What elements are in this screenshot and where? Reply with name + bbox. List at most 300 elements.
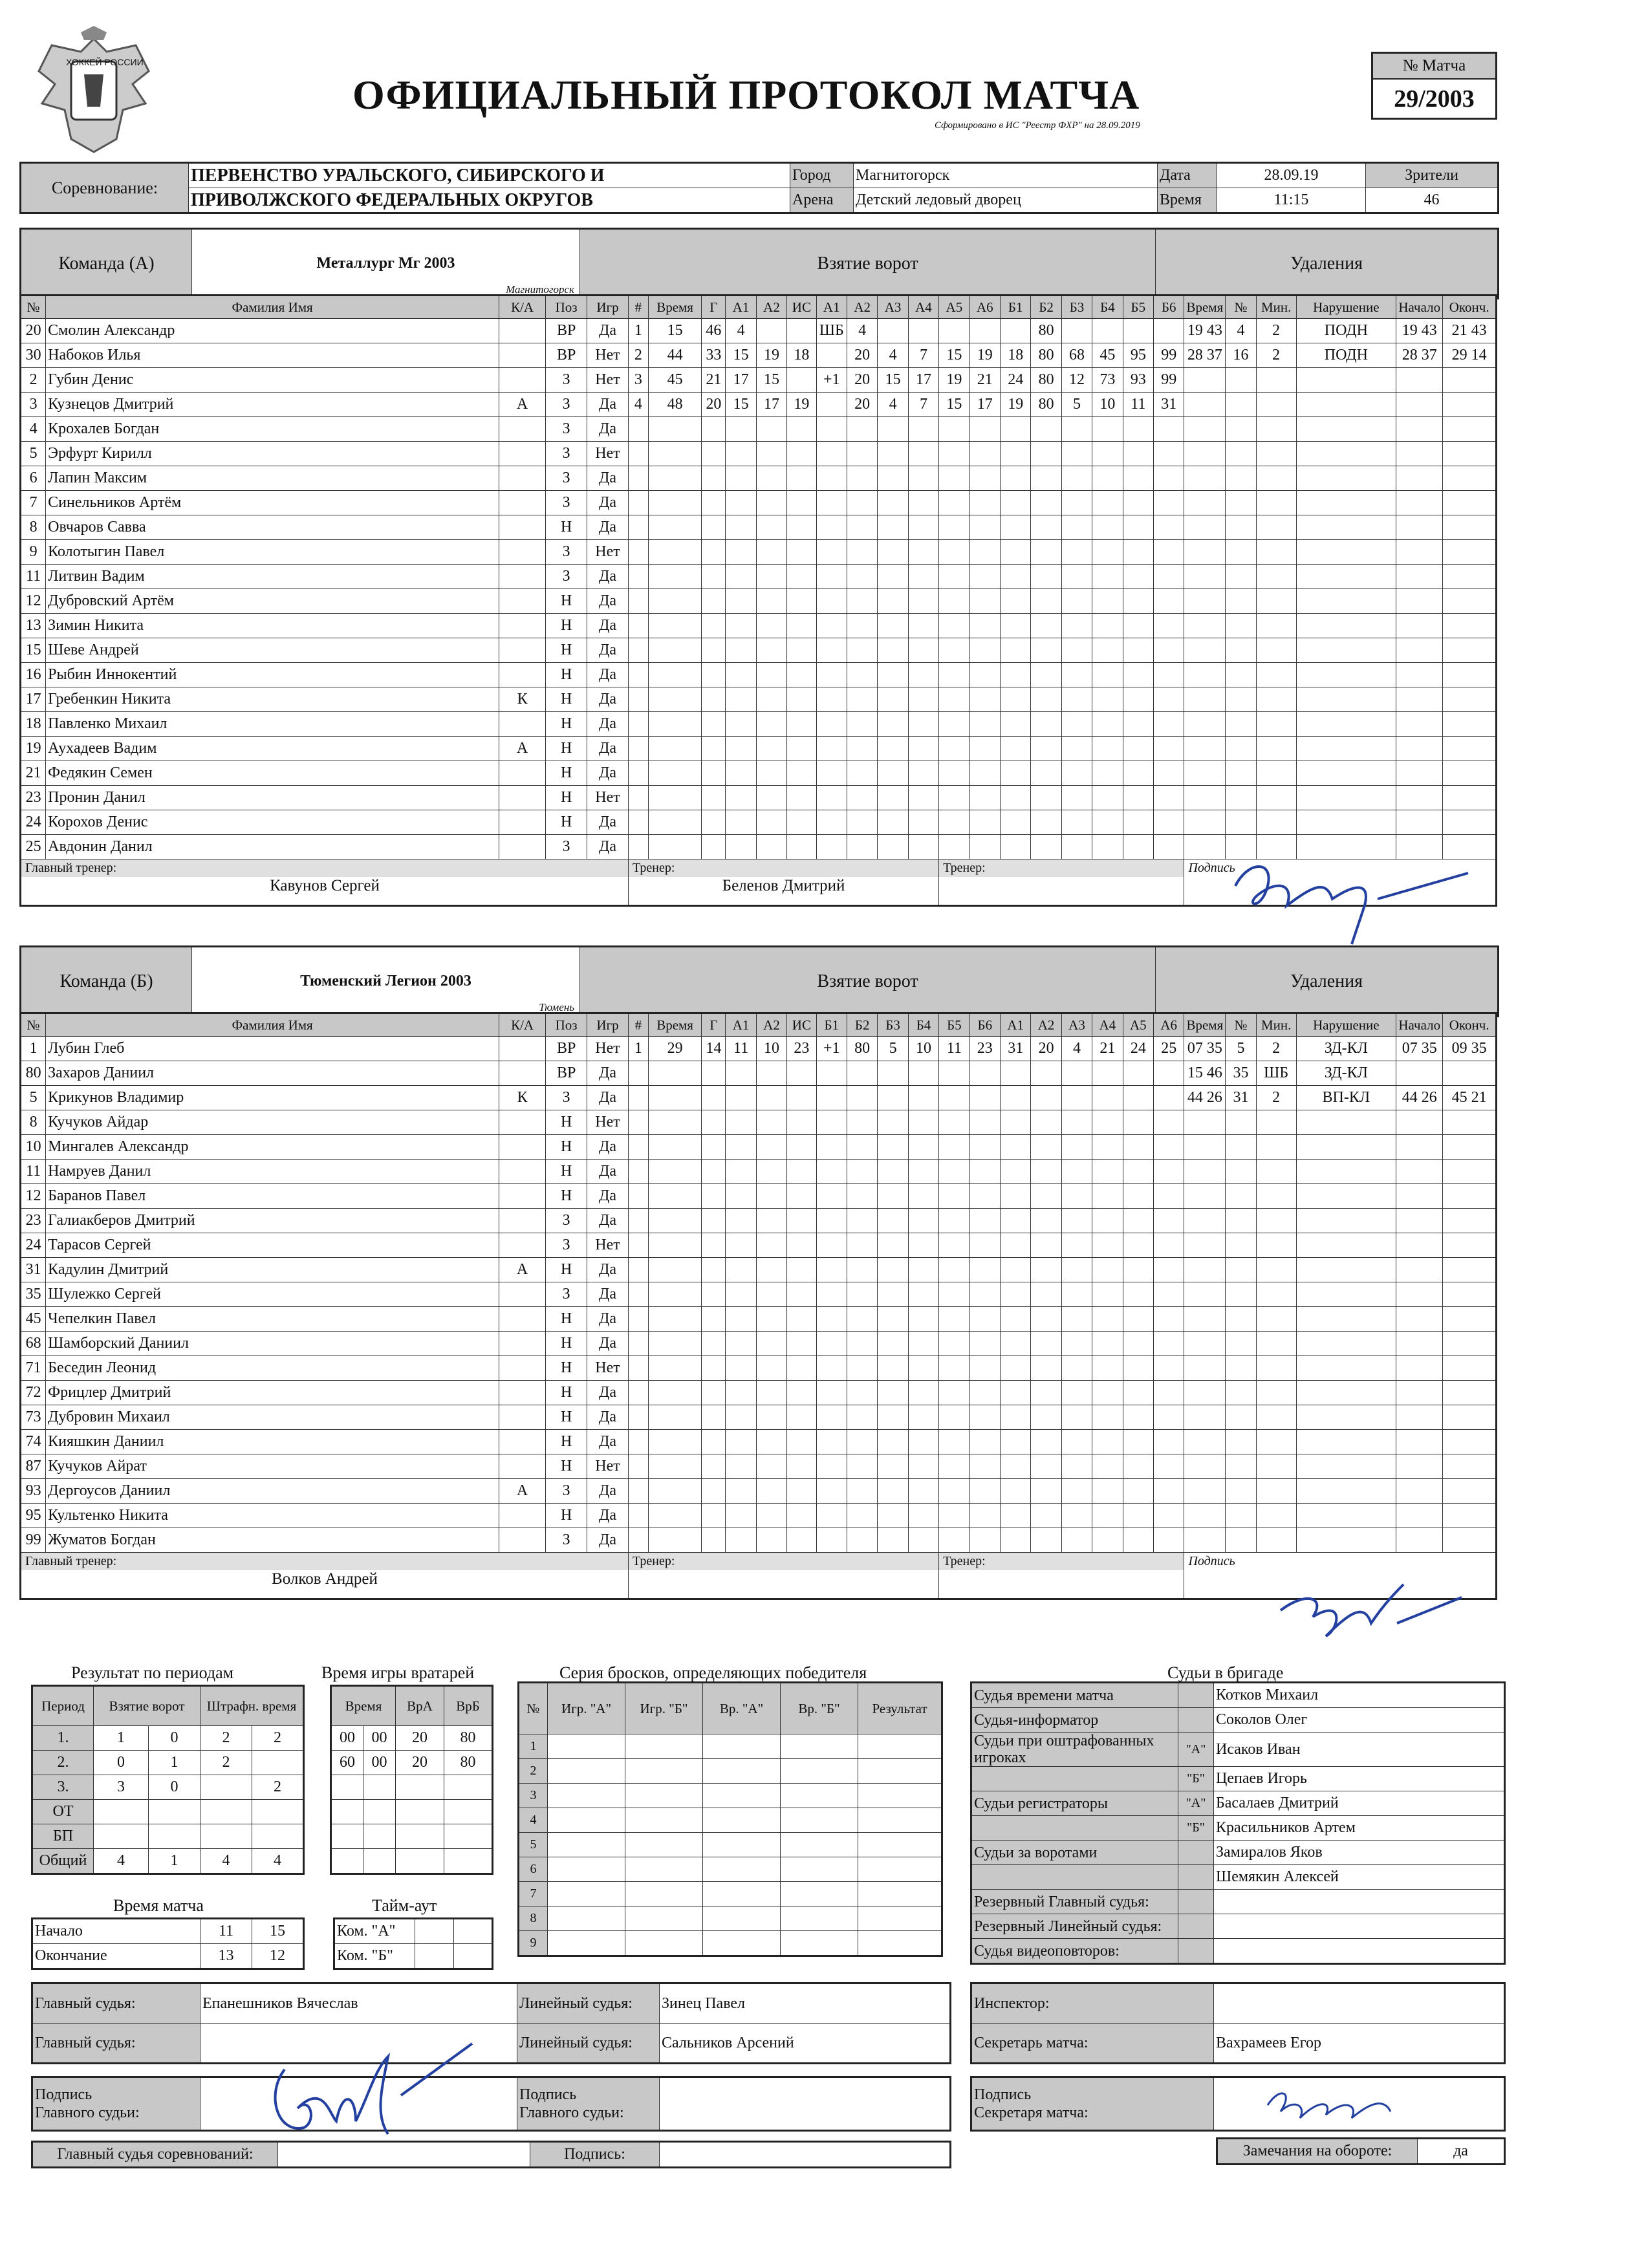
table-cell [1031, 1160, 1061, 1184]
table-cell [816, 1430, 847, 1454]
table-cell [149, 1824, 200, 1849]
table-cell [1061, 1233, 1092, 1258]
table-cell [648, 614, 701, 638]
table-cell [1123, 737, 1153, 761]
table-cell [756, 1381, 786, 1405]
table-cell: 11 [21, 1160, 46, 1184]
table-cell [1123, 442, 1153, 466]
table-cell [1001, 1479, 1031, 1504]
table-cell: Шамборский Даниил [46, 1332, 499, 1356]
timeout-table [333, 1917, 493, 1970]
table-cell [1256, 1233, 1296, 1258]
table-cell: 28.09.19 [1217, 163, 1366, 188]
table-row [21, 1405, 1497, 1430]
table-cell [1154, 1160, 1184, 1184]
table-cell [787, 466, 816, 491]
table-cell: 19 43 [1184, 319, 1226, 343]
table-cell [1443, 1381, 1497, 1405]
table-cell [787, 1233, 816, 1258]
table-cell [816, 737, 847, 761]
table-cell [816, 687, 847, 712]
table-cell [847, 1479, 877, 1504]
table-cell [1443, 442, 1497, 466]
table-cell [1256, 737, 1296, 761]
table-cell [454, 1944, 493, 1969]
table-cell: 72 [21, 1381, 46, 1405]
table-row [32, 1800, 304, 1824]
table-cell [1184, 835, 1226, 859]
table-cell [702, 1282, 726, 1307]
table-cell [726, 835, 756, 859]
table-cell [1061, 614, 1092, 638]
table-cell: Ком. "А" [334, 1919, 415, 1944]
table-row [21, 319, 1497, 343]
table-cell [939, 589, 969, 614]
table-cell: "А" [1178, 1733, 1214, 1767]
table-cell: 35 [21, 1282, 46, 1307]
table-cell [1031, 1356, 1061, 1381]
table-cell [702, 810, 726, 835]
table-cell [1256, 638, 1296, 663]
table-cell [1226, 1110, 1256, 1135]
table-cell [1226, 1479, 1256, 1504]
table-cell [1001, 1233, 1031, 1258]
table-row [971, 1865, 1505, 1890]
table-cell [1061, 540, 1092, 565]
table-cell [939, 810, 969, 835]
table-cell [1184, 442, 1226, 466]
table-cell: 6 [21, 466, 46, 491]
table-cell [1256, 1184, 1296, 1209]
table-cell [1443, 1307, 1497, 1332]
table-cell: Общий [32, 1849, 94, 1874]
table-cell: Поз [546, 296, 587, 319]
table-cell [726, 1430, 756, 1454]
table-cell [756, 737, 786, 761]
table-row [519, 1931, 942, 1956]
table-cell [1154, 1135, 1184, 1160]
table-cell: Аухадеев Вадим [46, 737, 499, 761]
table-cell [787, 540, 816, 565]
table-cell [847, 442, 877, 466]
table-cell [1001, 1454, 1031, 1479]
table-cell: Б3 [1061, 296, 1092, 319]
table-cell [726, 737, 756, 761]
periods-table [31, 1685, 305, 1875]
table-cell [1001, 687, 1031, 712]
table-cell [756, 1061, 786, 1086]
table-cell [1226, 515, 1256, 540]
table-cell [756, 491, 786, 515]
table-cell: 23 [21, 1209, 46, 1233]
table-cell [648, 786, 701, 810]
table-cell [1123, 1356, 1153, 1381]
table-cell: Подпись Главного судьи: [517, 2077, 660, 2131]
table-cell [756, 614, 786, 638]
table-cell [1443, 1258, 1497, 1282]
table-cell: 33 [702, 343, 726, 368]
table-cell [1154, 491, 1184, 515]
table-cell [781, 1808, 858, 1833]
table-cell [1123, 1381, 1153, 1405]
table-cell [1184, 1233, 1226, 1258]
table-cell [756, 1479, 786, 1504]
table-cell [1184, 1282, 1226, 1307]
table-cell [726, 1184, 756, 1209]
table-cell [1396, 1184, 1443, 1209]
table-cell [702, 1086, 726, 1110]
table-cell [1443, 1430, 1497, 1454]
table-cell: А1 [816, 296, 847, 319]
table-cell [816, 417, 847, 442]
table-cell [939, 319, 969, 343]
table-cell: Судья-информатор [971, 1708, 1178, 1733]
table-cell: 3 [94, 1775, 149, 1800]
table-cell [628, 417, 648, 442]
table-cell [969, 417, 1000, 442]
table-cell: 80 [1031, 368, 1061, 393]
table-cell [908, 1479, 938, 1504]
table-cell [1061, 1528, 1092, 1553]
table-cell [628, 712, 648, 737]
table-cell [1443, 1454, 1497, 1479]
table-cell: 15 [939, 393, 969, 417]
referees-title: Судьи в бригаде [1167, 1663, 1284, 1682]
table-cell [499, 835, 546, 859]
table-cell: Тарасов Сергей [46, 1233, 499, 1258]
table-cell: Г [702, 296, 726, 319]
table-cell [1031, 1332, 1061, 1356]
table-cell [648, 1282, 701, 1307]
table-cell [878, 1356, 908, 1381]
table-cell [969, 1528, 1000, 1553]
table-cell [702, 1381, 726, 1405]
table-cell: 31 [1001, 1037, 1031, 1061]
table-cell: Да [587, 1209, 629, 1233]
table-cell [781, 1857, 858, 1882]
table-cell [548, 1931, 625, 1956]
table-cell [1123, 540, 1153, 565]
table-cell: +1 [816, 1037, 847, 1061]
table-cell: 29 14 [1443, 343, 1497, 368]
table-row [971, 1733, 1505, 1767]
table-cell: 20 [847, 343, 877, 368]
table-cell: А6 [1154, 1013, 1184, 1037]
table-cell: 71 [21, 1356, 46, 1381]
table-row [331, 1775, 493, 1800]
table-cell: Игр [587, 1013, 629, 1037]
table-cell [1061, 1381, 1092, 1405]
table-cell [1296, 540, 1396, 565]
table-cell: 74 [21, 1430, 46, 1454]
table-cell: 1 [149, 1849, 200, 1874]
table-cell [726, 1504, 756, 1528]
table-row [1217, 2139, 1505, 2165]
table-cell [971, 1767, 1178, 1791]
table-cell [726, 540, 756, 565]
table-cell: ОТ [32, 1800, 94, 1824]
table-cell [1123, 1282, 1153, 1307]
table-cell [499, 417, 546, 442]
table-row [331, 1849, 493, 1874]
table-cell: Команда (Б) [21, 947, 192, 1017]
table-row [32, 2142, 951, 2168]
table-row [21, 296, 1497, 319]
table-cell: З [546, 1479, 587, 1504]
table-cell: 68 [21, 1332, 46, 1356]
table-cell [878, 417, 908, 442]
table-cell: ИС [787, 1013, 816, 1037]
table-cell [499, 1135, 546, 1160]
table-cell [939, 1307, 969, 1332]
table-cell [939, 1356, 969, 1381]
table-cell [878, 786, 908, 810]
table-cell [908, 786, 938, 810]
table-cell [703, 1734, 781, 1759]
table-cell: Подпись [1184, 859, 1497, 906]
table-cell [908, 540, 938, 565]
table-cell [499, 712, 546, 737]
table-row [519, 1833, 942, 1857]
table-cell [1226, 761, 1256, 786]
table-row [971, 1767, 1505, 1791]
table-cell: Нет [587, 1037, 629, 1061]
table-cell [331, 1824, 363, 1849]
table-cell [908, 1233, 938, 1258]
table-cell [1296, 1110, 1396, 1135]
table-cell [847, 1307, 877, 1332]
table-row [21, 687, 1497, 712]
table-cell [648, 1258, 701, 1282]
table-cell [1061, 1086, 1092, 1110]
table-cell [149, 1800, 200, 1824]
table-cell: Нет [587, 442, 629, 466]
table-cell [1001, 589, 1031, 614]
table-cell [1256, 442, 1296, 466]
table-cell: 4 [252, 1849, 304, 1874]
table-cell [1154, 835, 1184, 859]
table-cell [702, 417, 726, 442]
table-cell [847, 1430, 877, 1454]
table-cell: Кияшкин Даниил [46, 1430, 499, 1454]
table-cell [847, 1356, 877, 1381]
table-cell [1031, 1381, 1061, 1405]
table-cell [969, 638, 1000, 663]
table-cell: Н [546, 638, 587, 663]
table-cell [787, 614, 816, 638]
table-cell [499, 589, 546, 614]
table-cell [1001, 1061, 1031, 1086]
table-cell: Да [587, 1307, 629, 1332]
table-cell: 48 [648, 393, 701, 417]
table-cell [1092, 1479, 1123, 1504]
table-cell: А [499, 1479, 546, 1504]
table-cell [847, 1258, 877, 1282]
table-cell: Да [587, 1381, 629, 1405]
table-cell: Тренер: [939, 859, 1184, 906]
table-cell [816, 835, 847, 859]
table-cell: 19 43 [1396, 319, 1443, 343]
table-cell [1226, 1454, 1256, 1479]
table-cell: Котков Михаил [1214, 1683, 1505, 1708]
table-cell [908, 1454, 938, 1479]
table-cell: 4 [1061, 1037, 1092, 1061]
table-cell: 31 [1154, 393, 1184, 417]
table-cell [628, 491, 648, 515]
table-cell [499, 1184, 546, 1209]
table-cell [628, 1479, 648, 1504]
table-cell: 80 [1031, 319, 1061, 343]
table-cell [702, 761, 726, 786]
table-cell: З [546, 491, 587, 515]
table-cell [847, 1282, 877, 1307]
table-cell [908, 319, 938, 343]
table-cell: Линейный судья: [517, 2024, 660, 2064]
table-cell [1226, 1258, 1256, 1282]
table-cell: З [546, 442, 587, 466]
table-cell: 2 [252, 1726, 304, 1751]
table-cell: 07 35 [1184, 1037, 1226, 1061]
table-cell [648, 1356, 701, 1381]
table-cell [878, 1528, 908, 1553]
table-row [971, 1708, 1505, 1733]
table-cell [1184, 1405, 1226, 1430]
table-cell [1092, 737, 1123, 761]
table-cell [1226, 1135, 1256, 1160]
table-cell [702, 1209, 726, 1233]
table-cell: 15 46 [1184, 1061, 1226, 1086]
table-cell [908, 614, 938, 638]
table-cell [648, 442, 701, 466]
table-cell: Цепаев Игорь [1214, 1767, 1505, 1791]
table-cell: "Б" [1178, 1767, 1214, 1791]
table-cell [969, 1160, 1000, 1184]
table-cell: 4 [1226, 319, 1256, 343]
table-cell [1061, 761, 1092, 786]
table-cell: Н [546, 1504, 587, 1528]
table-cell: А3 [878, 296, 908, 319]
table-cell: 20 [702, 393, 726, 417]
table-cell [878, 1504, 908, 1528]
table-cell: Да [587, 638, 629, 663]
table-cell [444, 1775, 493, 1800]
table-cell: Корохов Денис [46, 810, 499, 835]
table-cell [1296, 589, 1396, 614]
table-cell: 19 [939, 368, 969, 393]
table-cell: Нет [587, 1233, 629, 1258]
table-cell [1443, 1479, 1497, 1504]
table-cell [628, 1282, 648, 1307]
table-cell: Б4 [908, 1013, 938, 1037]
table-cell [628, 663, 648, 687]
table-cell [969, 835, 1000, 859]
table-cell: 1. [32, 1726, 94, 1751]
table-cell [1256, 1528, 1296, 1553]
table-cell [1001, 1528, 1031, 1553]
table-cell: Н [546, 810, 587, 835]
table-cell [1061, 1504, 1092, 1528]
table-cell [1092, 1209, 1123, 1233]
table-cell [94, 1800, 149, 1824]
table-cell [939, 515, 969, 540]
table-cell [396, 1800, 444, 1824]
table-cell: Да [587, 1086, 629, 1110]
table-cell [1061, 1332, 1092, 1356]
table-cell: 5 [1226, 1037, 1256, 1061]
table-cell [1123, 1258, 1153, 1282]
table-cell: Да [587, 466, 629, 491]
table-cell [702, 1061, 726, 1086]
table-cell [939, 687, 969, 712]
table-cell [1154, 663, 1184, 687]
table-cell [1154, 515, 1184, 540]
table-cell [1296, 1160, 1396, 1184]
table-cell [1256, 712, 1296, 737]
table-cell: Н [546, 1405, 587, 1430]
table-cell [1154, 1282, 1184, 1307]
table-cell [625, 1857, 703, 1882]
table-cell [648, 540, 701, 565]
table-cell [628, 1430, 648, 1454]
table-cell [702, 1528, 726, 1553]
table-cell: Резервный Главный судья: [971, 1890, 1178, 1914]
table-cell [1154, 442, 1184, 466]
table-cell: 2 [200, 1751, 252, 1775]
table-cell [1443, 737, 1497, 761]
table-cell [1092, 1356, 1123, 1381]
table-cell [787, 712, 816, 737]
periods-title: Результат по периодам [71, 1663, 234, 1682]
table-cell: 9 [519, 1931, 548, 1956]
table-cell [816, 1282, 847, 1307]
table-cell: Овчаров Савва [46, 515, 499, 540]
table-cell: Удаления [1156, 229, 1499, 299]
table-cell [1256, 786, 1296, 810]
table-cell [858, 1931, 942, 1956]
table-cell: Зимин Никита [46, 614, 499, 638]
table-cell [816, 1479, 847, 1504]
table-cell: Зинец Павел [660, 1983, 951, 2024]
table-cell [1443, 466, 1497, 491]
table-cell: Игр. "А" [548, 1683, 625, 1734]
table-cell [756, 712, 786, 737]
table-cell [648, 491, 701, 515]
table-cell [847, 687, 877, 712]
table-cell [1031, 589, 1061, 614]
table-cell [908, 1086, 938, 1110]
table-cell: 09 35 [1443, 1037, 1497, 1061]
table-cell [1396, 1135, 1443, 1160]
table-cell [1061, 589, 1092, 614]
table-cell: 13 [21, 614, 46, 638]
table-cell: Время [1158, 188, 1217, 213]
table-cell [1296, 687, 1396, 712]
table-cell: 10 [1092, 393, 1123, 417]
table-cell [1184, 810, 1226, 835]
table-cell [1092, 810, 1123, 835]
table-cell [1154, 1332, 1184, 1356]
table-cell [648, 1184, 701, 1209]
table-cell [969, 1233, 1000, 1258]
table-cell [969, 1258, 1000, 1282]
table-cell [878, 1282, 908, 1307]
table-cell [1123, 638, 1153, 663]
table-cell [1001, 614, 1031, 638]
table-cell [660, 2077, 951, 2131]
table-cell [1296, 1454, 1396, 1479]
table-cell: З [546, 835, 587, 859]
table-cell [702, 1233, 726, 1258]
